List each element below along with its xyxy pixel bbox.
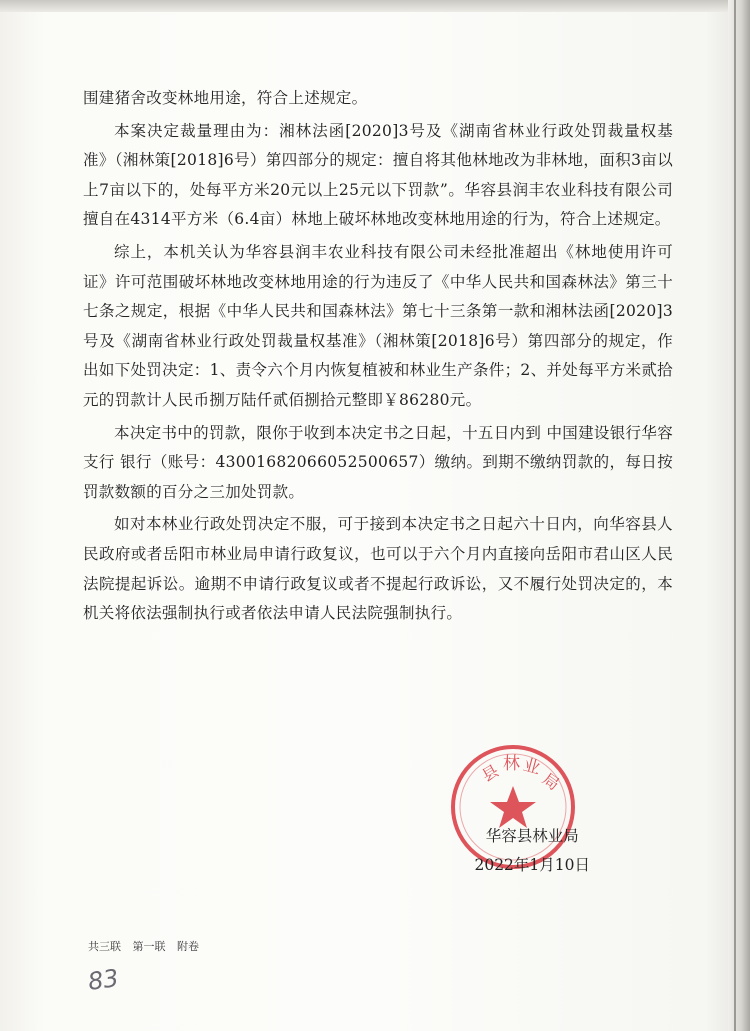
paragraph-payment-instructions: 本决定书中的罚款，限你于收到本决定书之日起，十五日内到 中国建设银行华容支行 银行（账号：43001682066052500657）缴纳。到期不缴纳罚款的，每日按罚款数额的百分之三加处罚款。	[83, 423, 673, 501]
paragraph-discretion-reason: 本案决定裁量理由为：湘林法函[2020]3号及《湖南省林业行政处罚裁量权基准》（湘林策[2018]6号）第四部分的规定：擅自将其他林地改为非林地，面积3亩以上7亩以下的，处每平方米20元以上25元以下罚款”。华容县润丰农业科技有限公司擅自在4314平方米（6.4亩）林地上破坏林地改变林地用途的行为，符合上述规定。	[83, 121, 673, 229]
paragraph-penalty-decision: 综上，本机关认为华容县润丰农业科技有限公司未经批准超出《林地使用许可证》许可范围破坏林地改变林地用途的行为违反了《中华人民共和国森林法》第三十七条之规定，根据《中华人民共和国森林法》第七十三条第一款和湘林法函[2020]3号及《湖南省林业行政处罚裁量权基准》（湘林策[2018]6号）第四部分的规定，作出如下处罚决定：1、责令六个月内恢复植被和林业生产条件；2、并处每平方米贰拾元的罚款计人民币捌万陆仟贰佰捌拾元整即￥86280元。	[83, 242, 673, 409]
page-edge-line	[734, 0, 736, 1031]
signoff-block	[474, 822, 590, 880]
svg-text:业: 业	[520, 755, 543, 779]
document-body	[83, 84, 673, 629]
svg-text:县: 县	[478, 761, 502, 786]
paragraph-appeal-rights: 如对本林业行政处罚决定不服，可于接到本决定书之日起六十日内，向华容县人民政府或者岳阳市林业局申请行政复议，也可以于六个月内直接向岳阳市君山区人民法院提起诉讼。逾期不申请行政复议或者不提起行政诉讼，又不履行处罚决定的，本机关将依法强制执行或者依法申请人民法院强制执行。	[83, 515, 673, 623]
page-binding-edge	[728, 0, 750, 1031]
page-top-edge	[0, 0, 750, 12]
svg-text:林: 林	[503, 754, 520, 774]
copy-note: 共三联 第一联 附卷	[88, 940, 199, 953]
issue-date: 2022年1月10日	[474, 856, 590, 874]
issuing-organization: 华容县林业局	[485, 827, 579, 845]
svg-text:局: 局	[538, 769, 563, 795]
handwritten-page-number: 83	[86, 964, 121, 996]
paragraph-continuation: 围建猪舍改变林地用途，符合上述规定。	[83, 89, 368, 107]
